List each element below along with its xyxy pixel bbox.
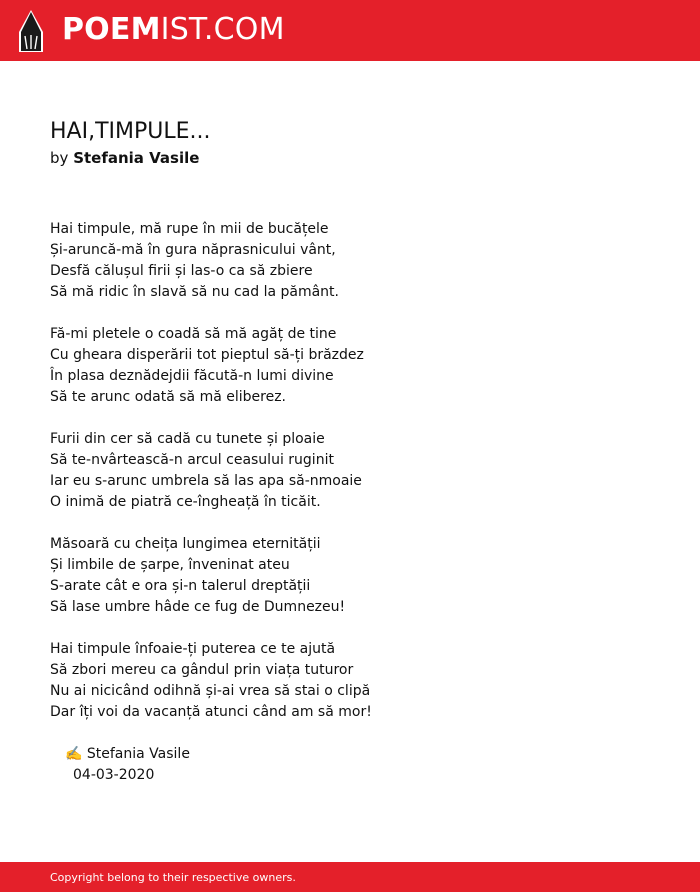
logo-brand-bold: POEM: [62, 12, 161, 47]
logo-brand-light: IST.COM: [160, 12, 285, 47]
stanza: [50, 324, 650, 408]
verse-line: Și limbile de șarpe, înveninat ateu: [50, 557, 290, 573]
verse-line: O inimă de piatră ce-îngheață în ticăit.: [50, 494, 321, 510]
verse-line: Cu gheara disperării tot pieptul să-ți brăzdez: [50, 347, 364, 363]
verse-line: Hai timpule, mă rupe în mii de bucățele: [50, 221, 329, 237]
pencil-tip-icon[interactable]: [17, 9, 45, 53]
byline-prefix: by: [50, 149, 69, 167]
verse-line: Să te arunc odată să mă eliberez.: [50, 389, 286, 405]
verse-line: Iar eu s-arunc umbrela să las apa să-nmoaie: [50, 473, 362, 489]
verse-line: S-arate cât e ora și-n talerul dreptății: [50, 578, 311, 594]
stanza: [50, 639, 650, 723]
verse-line: Să mă ridic în slavă să nu cad la pământ.: [50, 284, 339, 300]
poem-title: HAI,TIMPULE...: [50, 119, 211, 144]
byline: [50, 148, 199, 168]
verse-line: Dar îți voi da vacanță atunci când am să mor!: [50, 704, 372, 720]
stanza: [50, 429, 650, 513]
verse-line: Fă-mi pletele o coadă să mă agăț de tine: [50, 326, 337, 342]
verse-line: Măsoară cu cheița lungimea eternității: [50, 536, 321, 552]
poem-body: [50, 219, 650, 744]
verse-line: În plasa deznădejdii făcută-n lumi divine: [50, 368, 334, 384]
poem-date: 04-03-2020: [73, 767, 155, 783]
verse-line: Furii din cer să cadă cu tunete și ploaie: [50, 431, 325, 447]
verse-line: Hai timpule înfoaie-ți puterea ce te ajută: [50, 641, 336, 657]
author-name[interactable]: Stefania Vasile: [73, 149, 200, 167]
site-header: [0, 0, 700, 61]
stanza: [50, 534, 650, 618]
poem-signature: ✍️ Stefania Vasile: [65, 746, 190, 762]
stanza: [50, 219, 650, 303]
verse-line: Să lase umbre hâde ce fug de Dumnezeu!: [50, 599, 346, 615]
copyright-notice: Copyright belong to their respective owners.: [50, 871, 296, 884]
verse-line: Să zbori mereu ca gândul prin viața tuturor: [50, 662, 354, 678]
verse-line: Nu ai nicicând odihnă și-ai vrea să stai o clipă: [50, 683, 371, 699]
verse-line: Și-aruncă-mă în gura năprasnicului vânt,: [50, 242, 336, 258]
verse-line: Desfă călușul firii și las-o ca să zbiere: [50, 263, 313, 279]
site-footer: [0, 862, 700, 892]
verse-line: Să te-nvârtească-n arcul ceasului ruginit: [50, 452, 334, 468]
site-logo[interactable]: [62, 12, 285, 48]
